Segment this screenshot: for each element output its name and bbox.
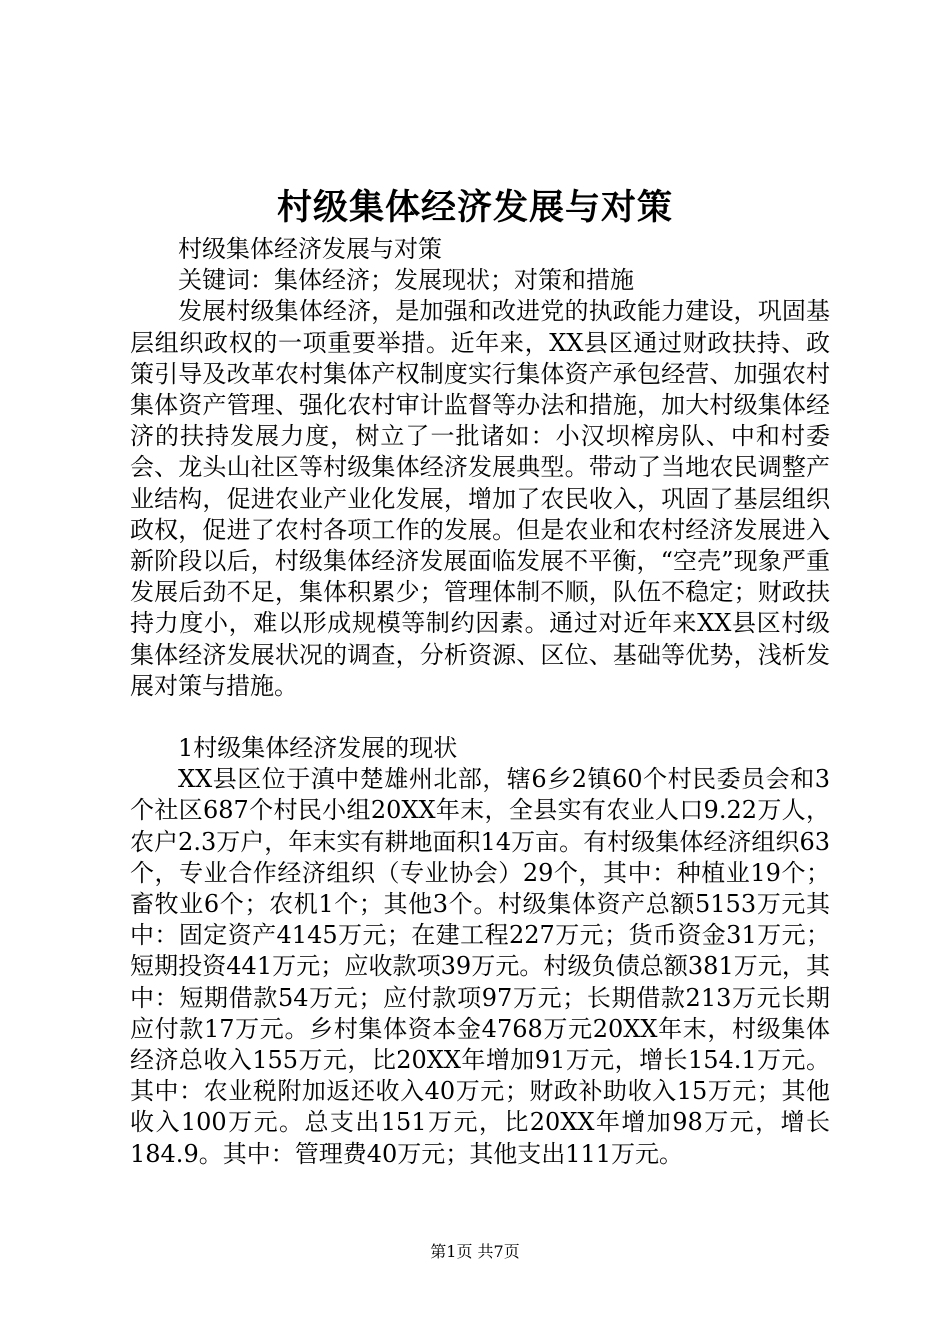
status-paragraph: XX县区位于滇中楚雄州北部，辖6乡2镇60个村民委员会和3个社区687个村民小组20XX年末，全县实有农业人口9.22万人，农户2.3万户，年末实有耕地面积14万亩。有村级集体经济组织63个，专业合作经济组织（专业协会）29个，其中：种植业19个；畜牧业6个；农机1个；其他3个。村级集体资产总额5153万元其中：固定资产4145万元；在建工程227万元；货币资金31万元；短期投资441万元；应收款项39万元。村级负债总额381万元，其中：短期借款54万元；应付款项97万元；长期借款213万元长期应付款17万元。乡村集体资本金4768万元20XX年末，村级集体经济总收入155万元，比20XX年增加91万元，增长154.1万元。其中：农业税附加返还收入40万元；财政补助收入15万元；其他收入100万元。总支出151万元，比20XX年增加98万元，增长184.9。其中：管理费40万元；其他支出111万元。: [130, 765, 830, 1168]
document-title: 村级集体经济发展与对策: [276, 187, 673, 228]
intro-paragraph: 发展村级集体经济，是加强和改进党的执政能力建设，巩固基层组织政权的一项重要举措。近年来，XX县区通过财政扶持、政策引导及改革农村集体产权制度实行集体资产承包经营、加强农村集体资产管理、强化农村审计监督等办法和措施，加大村级集体经济的扶持发展力度，树立了一批诸如：小汉坝榨房队、中和村委会、龙头山社区等村级集体经济发展典型。带动了当地农民调整产业结构，促进农业产业化发展，增加了农民收入，巩固了基层组织政权，促进了农村各项工作的发展。但是农业和农村经济发展进入新阶段以后，村级集体经济发展面临发展不平衡，“空壳”现象严重发展后劲不足，集体积累少；管理体制不顺，队伍不稳定；财政扶持力度小，难以形成规模等制约因素。通过对近年来XX县区村级集体经济发展状况的调查，分析资源、区位、基础等优势，浅析发展对策与措施。: [130, 297, 830, 700]
keywords-paragraph: 关键词：集体经济；发展现状；对策和措施: [178, 266, 634, 295]
document-body: [130, 234, 830, 1170]
subtitle-paragraph: 村级集体经济发展与对策: [178, 235, 442, 263]
page-number: 第1页 共7页: [430, 1242, 520, 1261]
section-heading: 1村级集体经济发展的现状: [178, 734, 458, 763]
